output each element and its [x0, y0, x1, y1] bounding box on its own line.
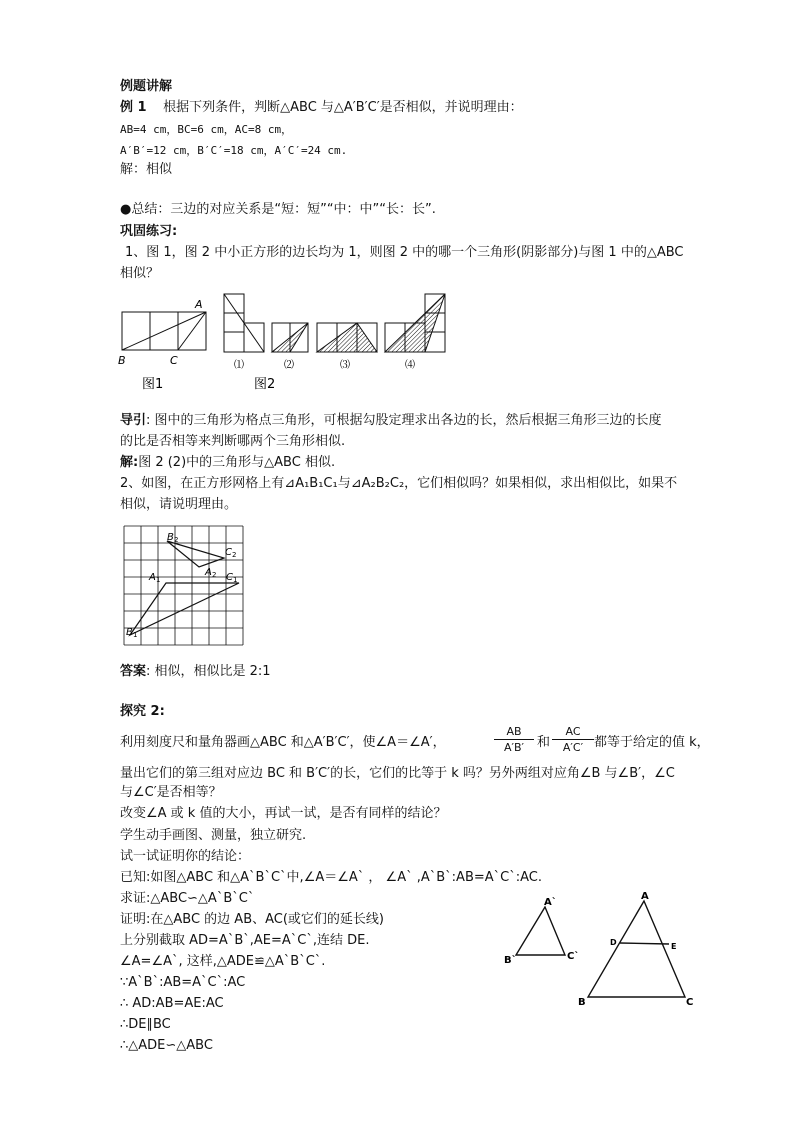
q2-text-line2: 相似，请说明理由。	[120, 497, 238, 512]
example-question-text: 根据下列条件，判断△ABC 与△A′B′C′是否相似，并说明理由：	[163, 100, 523, 115]
grid-label-b2-sub: 2	[174, 536, 179, 544]
section-heading-example: 例题讲解	[120, 79, 173, 94]
explore-line15: ∴△ADE∽△ABC	[120, 1038, 213, 1053]
fraction2-denominator: A′C′	[562, 741, 584, 754]
figure-1	[112, 296, 212, 392]
q1-guide-line2: 的比是否相等来判断哪两个三角形相似.	[120, 434, 346, 449]
label-e: E	[671, 942, 677, 951]
explore-line4: 改变∠A 或 k 值的大小，再试一试，是否有同样的结论？	[120, 806, 447, 821]
q1-text-line2: 相似？	[120, 266, 160, 281]
grid-label-b1: B	[126, 627, 133, 638]
q2-answer-label: 答案	[120, 664, 147, 679]
grid-label-c2: C	[225, 547, 232, 558]
q1-guide-text: : 图中的三角形为格点三角形，可根据勾股定理求出各边的长，然后根据三角形三边的长度	[146, 413, 662, 428]
grid-label-a1: A	[149, 572, 156, 583]
fraction1-numerator: AB	[494, 725, 534, 740]
q2-line1-a: 2、如图，在正方形网格上有	[120, 476, 285, 491]
grid-lines	[124, 526, 243, 645]
q1-solution-text: 图 2 (2)中的三角形与△ABC 相似.	[138, 455, 336, 470]
label-a-prime: A`	[544, 897, 557, 908]
explore-line2: 量出它们的第三组对应边 BC 和 B′C′的长，它们的比等于 k 吗？另外两组对应角∠B 与∠B′，∠C	[120, 766, 675, 781]
q2-line1-b: 与	[337, 476, 351, 491]
segment-de	[620, 943, 669, 944]
label-b-prime: B`	[504, 955, 517, 966]
fig1-caption: 图1	[142, 377, 164, 392]
explore-line3: 与∠C′是否相等？	[120, 785, 222, 800]
figure-2	[220, 290, 445, 392]
fig1-side-ca	[178, 312, 206, 350]
q1-text-line1: 1、图 1，图 2 中小正方形的边长均为 1，则图 2 中的哪一个三角形(阴影部分)与图 1 中的△ABC	[125, 245, 684, 260]
q2-triangle-2: ⊿A₂B₂C₂	[350, 476, 405, 491]
q2-grid-figure	[122, 524, 244, 646]
fig2-triangle-3	[317, 323, 377, 352]
fig2-label-3: ⑶	[340, 360, 350, 371]
q1-solution-label: 解:	[120, 455, 139, 470]
triangle-a2b2c2	[167, 541, 224, 567]
example-label: 例 1	[120, 100, 147, 115]
grid-label-b1-sub: 1	[133, 631, 138, 639]
explore-line1-a: 利用刻度尺和量角器画△ABC 和△A′B′C′，使∠A＝∠A′，	[120, 735, 446, 750]
fraction2-numerator: AC	[552, 725, 594, 740]
fig2-label-2: ⑵	[284, 360, 294, 371]
summary-text: ●总结：三边的对应关系是“短：短”“中：中”“长：长”.	[120, 202, 436, 217]
explore-line9: 证明:在△ABC 的边 AB、AC(或它们的延长线)	[120, 912, 384, 927]
explore-line6: 试一试证明你的结论：	[120, 849, 251, 864]
q1-guide-line1	[120, 413, 662, 429]
explore-heading: 探究 2:	[120, 704, 165, 719]
q2-line1-c: ，它们相似吗？如果相似，求出相似比，如果不	[404, 476, 678, 491]
explore-line7: 已知:如图△ABC 和△A`B`C`中,∠A＝∠A` ， ∠A` ,A`B`:AB=A`C`:AC.	[120, 870, 542, 885]
fraction-ac-over-apcp	[552, 725, 594, 754]
q2-triangle-1: ⊿A₁B₁C₁	[284, 476, 338, 491]
example-given-2: A′B′=12 cm，B′C′=18 cm，A′C′=24 cm.	[120, 144, 348, 157]
explore-line10: 上分别截取 AD=A`B`,AE=A`C`,连结 DE.	[120, 933, 370, 948]
grid-label-c1-sub: 1	[233, 576, 238, 584]
explore-and: 和	[537, 735, 551, 750]
example-given-1: AB=4 cm，BC=6 cm，AC=8 cm，	[120, 123, 293, 136]
q2-text-line1	[120, 476, 677, 492]
label-c: C	[686, 997, 694, 1008]
q1-guide-label: 导引	[120, 413, 147, 428]
q2-answer	[120, 664, 271, 680]
label-c-prime: C`	[567, 951, 580, 962]
triangle-a1b1c1	[130, 583, 239, 635]
fig2-label-1: ⑴	[234, 360, 244, 371]
explore-line1-b: 都等于给定的值 k，	[594, 735, 710, 750]
fig1-label-a: A	[195, 298, 203, 311]
explore-line11: ∠A=∠A`, 这样,△ADE≌△A`B`C`.	[120, 954, 326, 969]
fig1-diagonal-ba	[122, 312, 206, 350]
label-a: A	[641, 891, 649, 902]
grid-label-b2: B	[167, 532, 174, 543]
fig2-label-4: ⑷	[405, 360, 415, 371]
fraction-ab-over-apbp	[494, 725, 534, 754]
small-triangle	[516, 907, 565, 955]
explore-line5: 学生动手画图、测量，独立研究.	[120, 828, 307, 843]
label-b: B	[578, 997, 586, 1008]
grid-label-a2-sub: 2	[212, 571, 217, 579]
fig2-caption: 图2	[254, 377, 276, 392]
grid-label-a2: A	[205, 567, 212, 578]
label-d: D	[610, 938, 617, 947]
fig1-label-c: C	[170, 354, 178, 367]
explore-line8: 求证:△ABC∽△A`B`C`	[120, 891, 255, 906]
fig1-label-b: B	[118, 354, 126, 367]
explore-figure	[498, 893, 708, 1011]
grid-label-a1-sub: 1	[156, 576, 161, 584]
explore-line14: ∴DE∥BC	[120, 1017, 171, 1032]
q1-solution	[120, 455, 335, 471]
example-question	[120, 100, 523, 116]
grid-label-c1: C	[226, 572, 233, 583]
example-answer: 解：相似	[120, 162, 173, 177]
explore-line12: ∵A`B`:AB=A`C`:AC	[120, 975, 246, 990]
grid-label-c2-sub: 2	[232, 551, 237, 559]
section-heading-practice: 巩固练习:	[120, 224, 178, 239]
q2-answer-text: : 相似，相似比是 2:1	[146, 664, 271, 679]
explore-line13: ∴ AD:AB=AE:AC	[120, 996, 224, 1011]
fraction1-denominator: A′B′	[503, 741, 525, 754]
